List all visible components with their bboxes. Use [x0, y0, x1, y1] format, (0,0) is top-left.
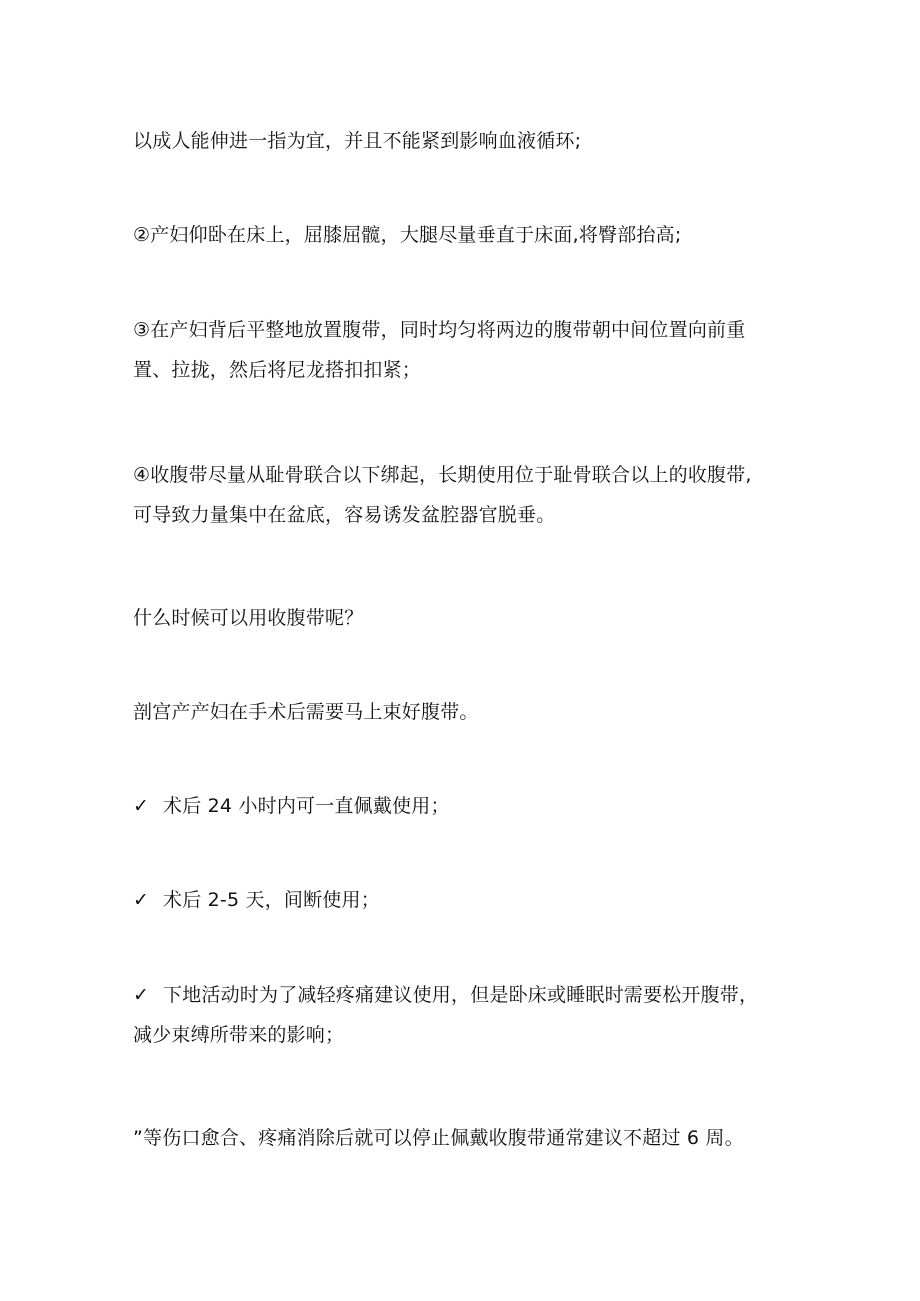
checklist-item-activity — [133, 975, 793, 1055]
paragraph-line: ④收腹带尽量从耻骨联合以下绑起，长期使用位于耻骨联合以上的收腹带, — [133, 464, 752, 486]
section-question — [133, 598, 793, 638]
paragraph-text: 什么时候可以用收腹带呢？ — [133, 607, 364, 629]
paragraph-line: 减少束缚所带来的影响； — [133, 1024, 345, 1046]
paragraph-text: 以成人能伸进一指为宜，并且不能紧到影响血液循环; — [133, 130, 582, 152]
paragraph-step-3 — [133, 310, 793, 390]
paragraph-cesarean — [133, 692, 793, 732]
paragraph-fit-guideline — [133, 121, 793, 161]
paragraph-line: ③在产妇背后平整地放置腹带，同时均匀将两边的腹带朝中间位置向前重 — [133, 319, 746, 341]
checklist-item-2-5-days — [133, 880, 793, 920]
paragraph-line: 可导致力量集中在盆底，容易诱发盆腔器官脱垂。 — [133, 504, 556, 526]
paragraph-step-4 — [133, 455, 793, 535]
paragraph-text: 术后 2-5 天，间断使用； — [163, 889, 380, 911]
paragraph-text: ”等伤口愈合、疼痛消除后就可以停止佩戴收腹带通常建议不超过 6 周。 — [133, 1127, 744, 1149]
check-mark-icon: ✓ — [133, 795, 150, 817]
check-mark-icon: ✓ — [133, 984, 150, 1006]
paragraph-conclusion — [133, 1118, 793, 1158]
paragraph-text: 术后 24 小时内可一直佩戴使用； — [163, 795, 450, 817]
paragraph-line: 下地活动时为了减轻疼痛建议使用，但是卧床或睡眠时需要松开腹带， — [163, 984, 759, 1006]
check-mark-icon: ✓ — [133, 889, 150, 911]
paragraph-line: 置、拉拢，然后将尼龙搭扣扣紧； — [133, 359, 422, 381]
paragraph-text: ②产妇仰卧在床上，屈膝屈髋，大腿尽量垂直于床面,将臀部抬高; — [133, 224, 682, 246]
checklist-item-24h — [133, 786, 793, 826]
paragraph-text: 剖宫产产妇在手术后需要马上束好腹带。 — [133, 701, 479, 723]
paragraph-step-2 — [133, 215, 793, 255]
